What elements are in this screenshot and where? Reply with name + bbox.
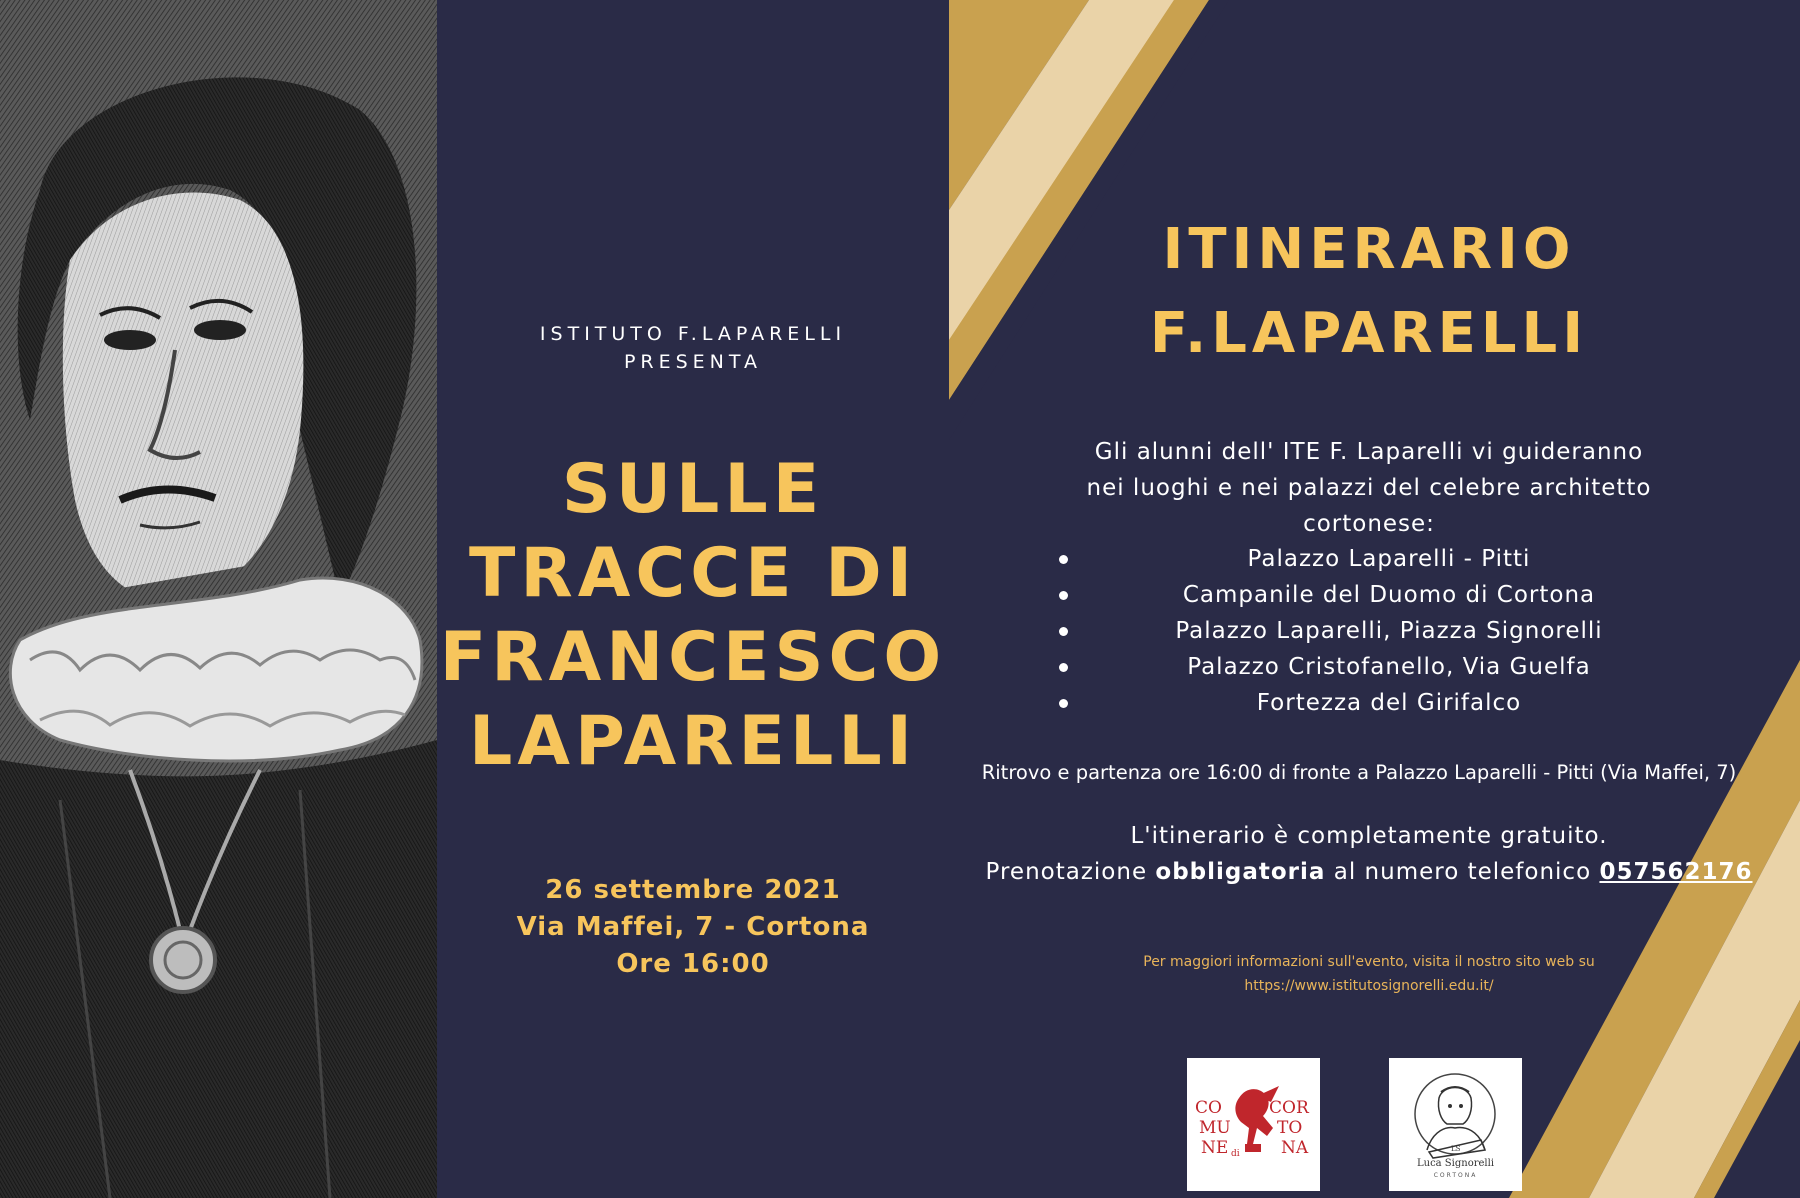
main-title-line: TRACCE DI (468, 534, 918, 613)
main-title-line: SULLE (561, 450, 825, 529)
itinerary-title-line: F.LAPARELLI (1149, 301, 1589, 366)
more-info (1049, 950, 1689, 998)
event-panel (437, 0, 949, 1198)
itinerary-title-line: ITINERARIO (1162, 217, 1576, 282)
booking-middle: al numero telefonico (1333, 859, 1592, 885)
logo-word: MU (1199, 1118, 1231, 1138)
signorelli-city: CORTONA (1433, 1172, 1478, 1179)
list-item: Palazzo Laparelli, Piazza Signorelli (1059, 613, 1679, 649)
list-item: Palazzo Cristofanello, Via Guelfa (1059, 649, 1679, 685)
monogram-text: LS (1451, 1145, 1461, 1153)
intro-line: Gli alunni dell' ITE F. Laparelli vi guideranno (1094, 439, 1644, 465)
itinerary-title (1069, 208, 1669, 376)
list-item: Fortezza del Girifalco (1059, 685, 1679, 721)
main-title (437, 448, 949, 784)
places-list (1059, 541, 1679, 721)
portrait-image (0, 0, 437, 1198)
signorelli-name: Luca Signorelli (1416, 1158, 1495, 1169)
event-address: Via Maffei, 7 - Cortona (516, 912, 870, 942)
itinerary-panel (949, 0, 1800, 1198)
website-link[interactable]: https://www.istitutosignorelli.edu.it/ (1244, 978, 1494, 994)
logo-word: NA (1281, 1138, 1309, 1158)
comune-di-cortona-logo (1187, 1058, 1320, 1191)
booking-info (969, 818, 1769, 890)
main-title-line: LAPARELLI (469, 702, 917, 781)
logo-word: NE (1201, 1138, 1229, 1158)
presenter-line-1: ISTITUTO F.LAPARELLI (539, 323, 847, 345)
logo-word: COR (1269, 1098, 1309, 1118)
meeting-point: Ritrovo e partenza ore 16:00 di fronte a Palazzo Laparelli - Pitti (Via Maffei, 7) (981, 761, 1737, 784)
phone-link[interactable]: 057562176 (1599, 859, 1753, 885)
booking-line (969, 854, 1769, 890)
booking-required: obbligatoria (1155, 859, 1326, 885)
free-text: L'itinerario è completamente gratuito. (1130, 823, 1608, 849)
intro-line: cortonese: (1303, 511, 1435, 537)
logo-word: CO (1195, 1098, 1222, 1118)
list-item: Campanile del Duomo di Cortona (1059, 577, 1679, 613)
logo-word: TO (1277, 1118, 1303, 1138)
engraved-portrait-icon (0, 0, 437, 1198)
more-info-text: Per maggiori informazioni sull'evento, visita il nostro sito web su (1143, 954, 1595, 970)
event-info (437, 872, 949, 983)
booking-prefix: Prenotazione (985, 859, 1148, 885)
presenter-line-2: PRESENTA (623, 351, 763, 373)
intro-line: nei luoghi e nei palazzi del celebre architetto (1086, 475, 1652, 501)
event-time: Ore 16:00 (616, 949, 770, 979)
main-title-line: FRANCESCO (439, 618, 947, 697)
logo-word-small: di (1231, 1149, 1240, 1159)
list-item: Palazzo Laparelli - Pitti (1059, 541, 1679, 577)
luca-signorelli-logo (1389, 1058, 1522, 1191)
intro-text (1039, 434, 1699, 542)
event-date: 26 settembre 2021 (545, 875, 841, 905)
